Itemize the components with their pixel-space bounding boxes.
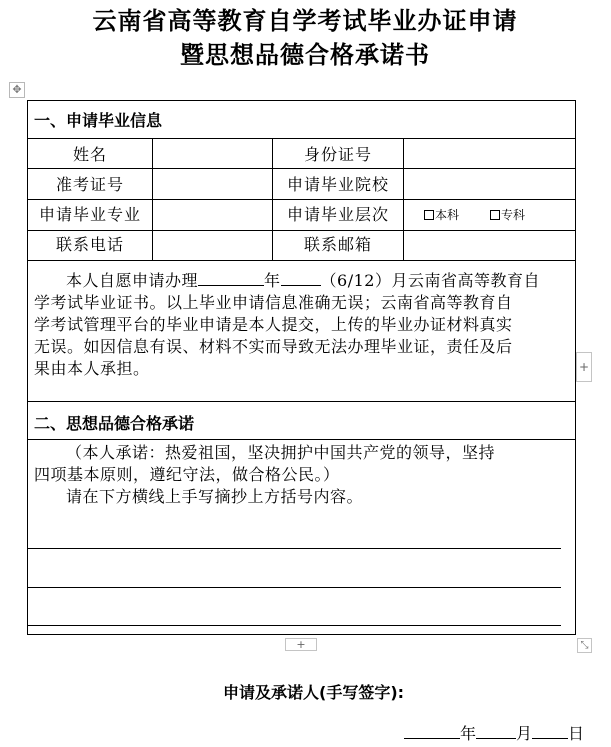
email-input-cell[interactable] <box>404 231 576 259</box>
declaration-line3: 学考试管理平台的毕业申请是本人提交，上传的毕业办证材料真实 <box>34 315 513 334</box>
exam-number-input-cell[interactable] <box>153 169 272 198</box>
year-blank[interactable] <box>198 269 264 286</box>
level-option-bachelor[interactable] <box>424 208 459 222</box>
declaration-line2: 学考试毕业证书。以上毕业申请信息准确无误；云南省高等教育自 <box>34 293 513 312</box>
id-number-input-cell[interactable] <box>404 139 576 168</box>
handwrite-instruction: 请在下方横线上手写摘抄上方括号内容。 <box>66 487 364 506</box>
declaration-line5: 果由本人承担。 <box>34 359 150 378</box>
signature-date <box>404 724 584 744</box>
document-title-line1: 云南省高等教育自学考试毕业办证申请 <box>92 6 518 35</box>
add-row-button[interactable]: + <box>285 638 317 651</box>
level-option-college[interactable] <box>490 208 525 222</box>
signature-year-char: 年 <box>460 724 477 743</box>
promise-line2: 四项基本原则，遵纪守法，做合格公民。） <box>34 465 340 484</box>
section1-heading: 一、申请毕业信息 <box>34 111 163 130</box>
label-id-number: 身份证号 <box>303 145 372 164</box>
document-title-line2: 暨思想品德合格承诺书 <box>180 40 430 69</box>
handwriting-line[interactable] <box>28 625 561 626</box>
school-input-cell[interactable] <box>404 169 576 198</box>
declaration-part2: 月云南省高等教育自 <box>391 271 540 290</box>
label-school: 申请毕业院校 <box>286 175 389 194</box>
college-label: 专科 <box>501 208 526 222</box>
label-phone: 联系电话 <box>55 235 124 254</box>
bachelor-label: 本科 <box>435 208 460 222</box>
signature-label: 申请及承诺人(手写签字): <box>223 683 405 702</box>
handwriting-line[interactable] <box>28 587 561 588</box>
label-name: 姓名 <box>72 145 107 164</box>
promise-paragraph <box>34 442 572 508</box>
label-exam-number: 准考证号 <box>55 175 124 194</box>
college-checkbox[interactable] <box>490 210 500 220</box>
declaration-line4: 无误。如因信息有误、材料不实而导致无法办理毕业证，责任及后 <box>34 337 513 356</box>
label-email: 联系邮箱 <box>303 235 372 254</box>
signature-month-blank[interactable] <box>476 724 516 739</box>
signature-day-char: 日 <box>568 724 585 743</box>
signature-day-blank[interactable] <box>532 724 568 739</box>
signature-month-char: 月 <box>516 724 533 743</box>
signature-year-blank[interactable] <box>404 724 460 739</box>
handwriting-line[interactable] <box>28 548 561 549</box>
table-resize-handle[interactable] <box>577 638 592 653</box>
label-level: 申请毕业层次 <box>286 205 389 224</box>
promise-line1: （本人承诺：热爱祖国，坚决拥护中国共产党的领导，坚持 <box>66 443 496 462</box>
section2-heading: 二、思想品德合格承诺 <box>34 414 195 433</box>
declaration-month-hint: （6/12） <box>320 271 392 290</box>
add-column-button[interactable]: + <box>576 352 592 382</box>
name-input-cell[interactable] <box>153 139 272 168</box>
resize-icon: ⤡ <box>580 640 589 651</box>
month-blank[interactable] <box>281 269 321 286</box>
application-form-table <box>27 100 576 635</box>
label-major: 申请毕业专业 <box>38 205 141 224</box>
declaration-year-char: 年 <box>264 271 281 290</box>
major-input-cell[interactable] <box>153 200 272 229</box>
declaration-paragraph <box>34 269 572 380</box>
table-move-handle[interactable] <box>9 82 25 98</box>
move-icon: ✥ <box>12 83 22 96</box>
phone-input-cell[interactable] <box>153 231 272 259</box>
bachelor-checkbox[interactable] <box>424 210 434 220</box>
declaration-part1: 本人自愿申请办理 <box>66 271 199 290</box>
